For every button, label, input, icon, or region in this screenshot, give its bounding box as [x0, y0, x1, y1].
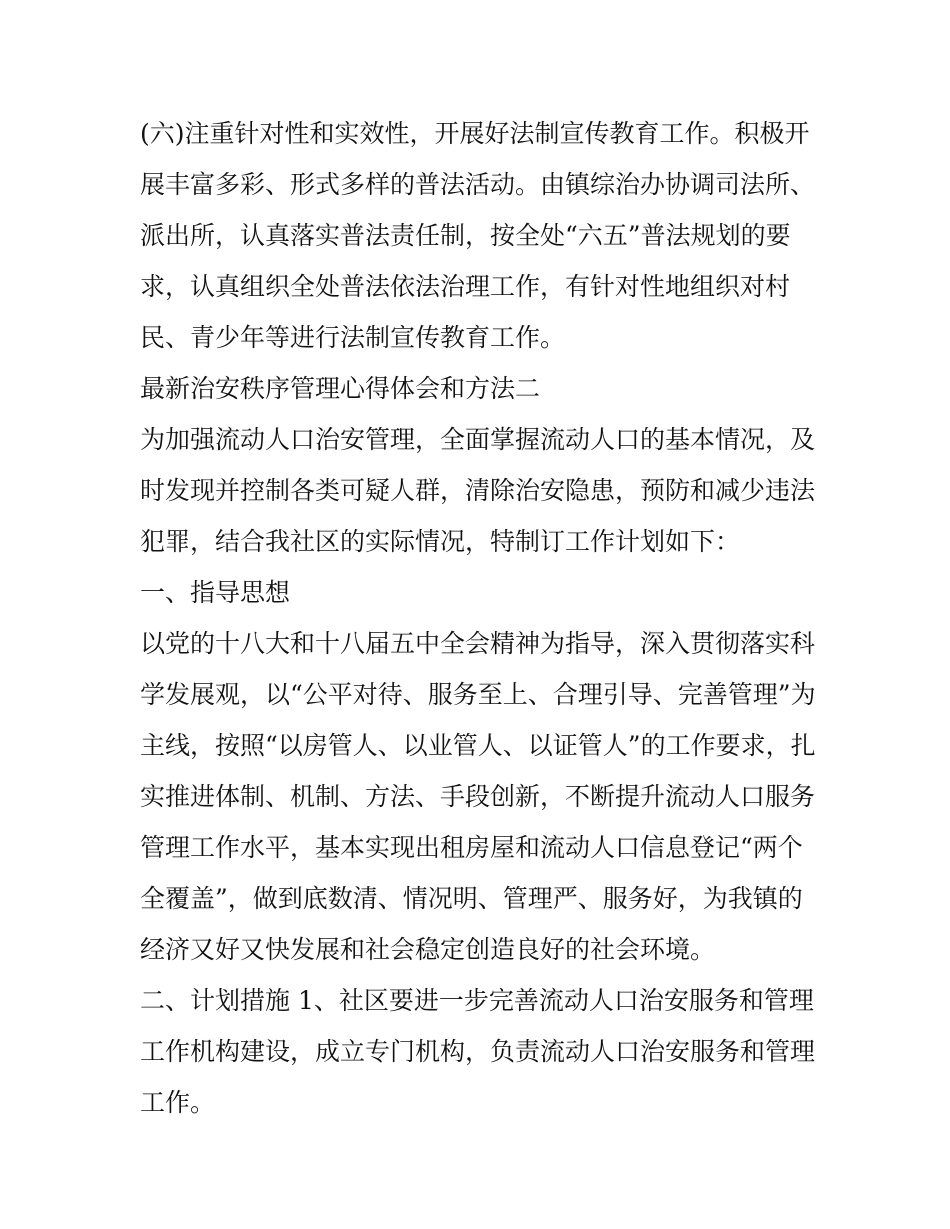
text-line: 学发展观，以“公平对待、服务至上、合理引导、完善管理”为	[140, 680, 816, 709]
text-line: 工作机构建设，成立专门机构，负责流动人口治安服务和管理	[140, 1037, 816, 1066]
text-line: 管理工作水平，基本实现出租房屋和流动人口信息登记“两个	[140, 833, 803, 862]
text-line: 全覆盖”，做到底数清、情况明、管理严、服务好，为我镇的	[140, 884, 803, 913]
section-heading: 最新治安秩序管理心得体会和方法二	[140, 374, 541, 403]
subsection-heading: 一、指导思想	[140, 578, 291, 607]
text-line: 以党的十八大和十八届五中全会精神为指导，深入贯彻落实科	[140, 629, 816, 658]
text-line: 工作。	[140, 1088, 216, 1117]
text-line: 主线，按照“以房管人、以业管人、以证管人”的工作要求，扎	[140, 731, 816, 760]
text-line: 二、计划措施 1、社区要进一步完善流动人口治安服务和管理	[140, 986, 814, 1015]
text-line: 民、青少年等进行法制宣传教育工作。	[140, 323, 566, 352]
text-line: 派出所，认真落实普法责任制，按全处“六五”普法规划的要	[140, 221, 791, 250]
text-line: 时发现并控制各类可疑人群，清除治安隐患，预防和减少违法	[140, 476, 816, 505]
text-line: 展丰富多彩、形式多样的普法活动。由镇综治办协调司法所、	[140, 170, 816, 199]
text-line: 经济又好又快发展和社会稳定创造良好的社会环境。	[140, 935, 716, 964]
text-line: (六)注重针对性和实效性，开展好法制宣传教育工作。积极开	[140, 119, 810, 148]
document-body	[140, 108, 820, 1128]
text-line: 为加强流动人口治安管理，全面掌握流动人口的基本情况，及	[140, 425, 816, 454]
text-line: 犯罪，结合我社区的实际情况，特制订工作计划如下：	[140, 527, 741, 556]
text-line: 实推进体制、机制、方法、手段创新，不断提升流动人口服务	[140, 782, 816, 811]
text-line: 求，认真组织全处普法依法治理工作，有针对性地组织对村	[140, 272, 791, 301]
